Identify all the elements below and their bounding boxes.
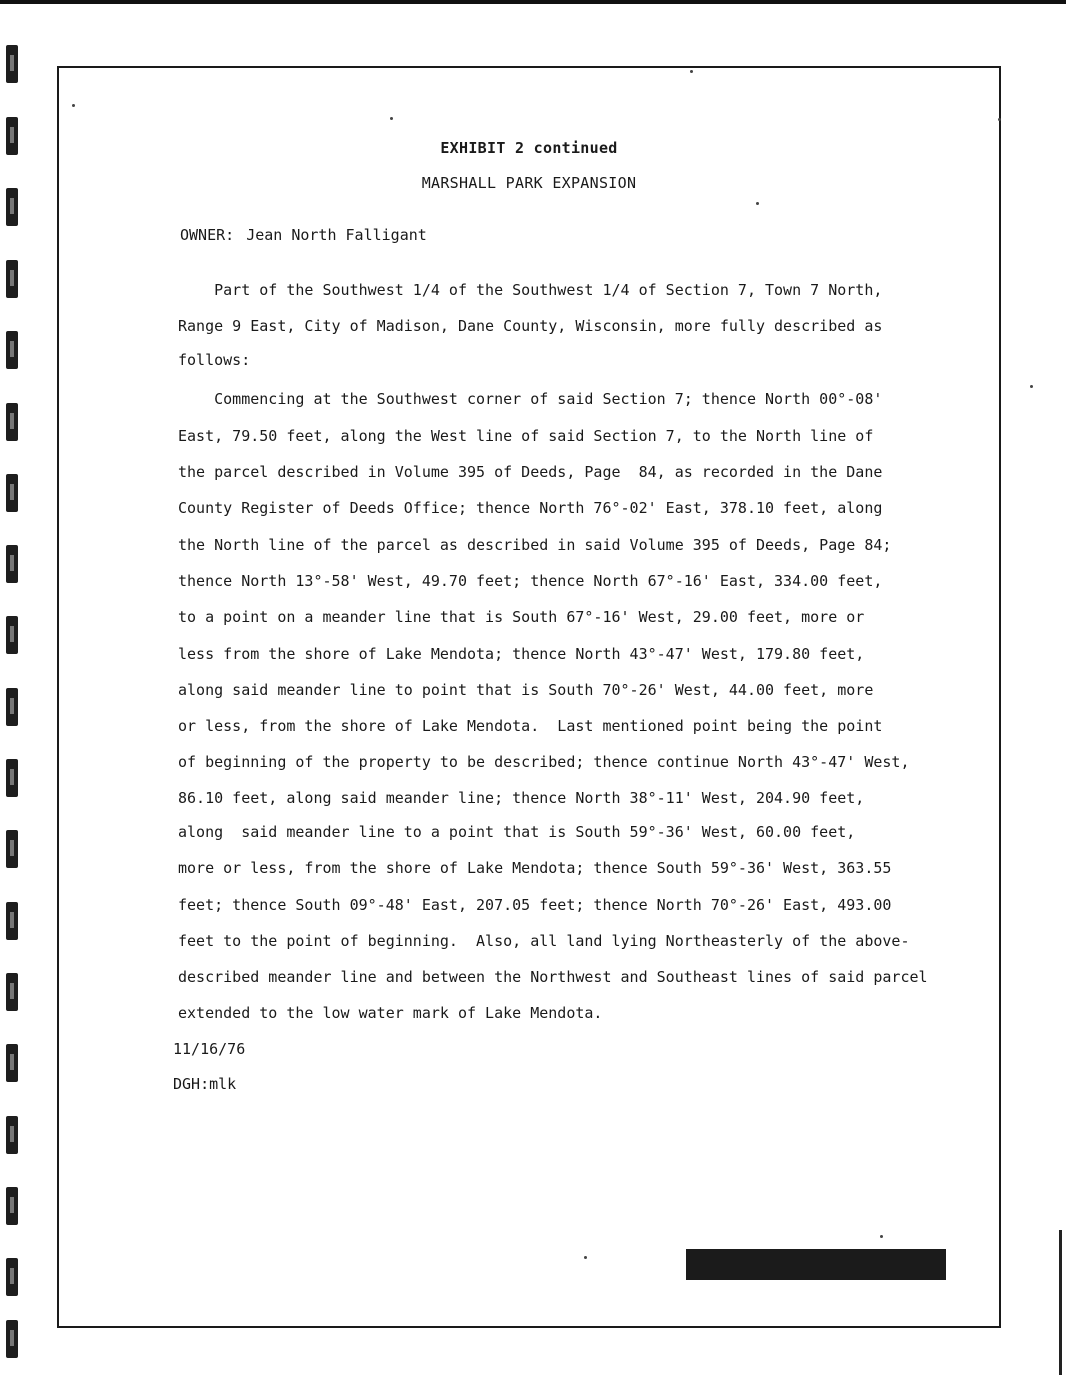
binder-hole [6,260,18,298]
binder-hole [6,759,18,797]
binder-hole [6,830,18,868]
binder-holes [4,40,26,1370]
binder-hole [6,902,18,940]
text-line: along said meander line to point that is South 70°-26' West, 44.00 feet, more [178,681,874,699]
binder-hole [6,1258,18,1296]
redaction-bar [686,1249,946,1280]
owner-line [180,226,427,244]
scan-speck [584,1256,587,1259]
binder-hole [6,403,18,441]
scan-speck [390,117,393,120]
owner-label: OWNER: [180,226,235,244]
binder-hole [6,616,18,654]
text-line: described meander line and between the Northwest and Southeast lines of said parcel [178,968,928,986]
scan-speck [756,202,759,205]
scan-speck [690,70,693,73]
page-right-edge [1059,1230,1062,1375]
scan-speck [1030,385,1033,388]
text-line: County Register of Deeds Office; thence North 76°-02' East, 378.10 feet, along [178,499,883,517]
text-line: Commencing at the Southwest corner of said Section 7; thence North 00°-08' [178,390,883,408]
text-line: thence North 13°-58' West, 49.70 feet; thence North 67°-16' East, 334.00 feet, [178,572,883,590]
binder-hole [6,331,18,369]
text-line: along said meander line to a point that is South 59°-36' West, 60.00 feet, [178,823,856,841]
binder-hole [6,1187,18,1225]
binder-hole [6,1116,18,1154]
text-line: the parcel described in Volume 395 of Deeds, Page 84, as recorded in the Dane [178,463,883,481]
text-line: feet; thence South 09°-48' East, 207.05 feet; thence North 70°-26' East, 493.00 [178,896,892,914]
text-line: Range 9 East, City of Madison, Dane County, Wisconsin, more fully described as [178,317,883,335]
binder-hole [6,973,18,1011]
text-line: 86.10 feet, along said meander line; thence North 38°-11' West, 204.90 feet, [178,789,865,807]
binder-hole [6,688,18,726]
page-top-edge [0,0,1066,4]
binder-hole [6,45,18,83]
scan-speck [998,118,1001,121]
text-line: Part of the Southwest 1/4 of the Southwest 1/4 of Section 7, Town 7 North, [178,281,883,299]
author-initials: DGH:mlk [173,1075,237,1093]
binder-hole [6,545,18,583]
binder-hole [6,1044,18,1082]
binder-hole [6,1320,18,1358]
exhibit-title: EXHIBIT 2 continued [440,139,618,157]
scan-speck [72,104,75,107]
binder-hole [6,188,18,226]
text-line: extended to the low water mark of Lake Mendota. [178,1004,603,1022]
text-line: of beginning of the property to be described; thence continue North 43°-47' West, [178,753,910,771]
text-line: follows: [178,351,251,369]
exhibit-subtitle: MARSHALL PARK EXPANSION [421,174,637,192]
text-line: less from the shore of Lake Mendota; thence North 43°-47' West, 179.80 feet, [178,645,865,663]
binder-hole [6,474,18,512]
text-line: East, 79.50 feet, along the West line of said Section 7, to the North line of [178,427,874,445]
owner-name: Jean North Falligant [246,226,427,244]
text-line: the North line of the parcel as described in said Volume 395 of Deeds, Page 84; [178,536,892,554]
text-line: to a point on a meander line that is South 67°-16' West, 29.00 feet, more or [178,608,865,626]
document-date: 11/16/76 [173,1040,246,1058]
text-line: feet to the point of beginning. Also, all land lying Northeasterly of the above- [178,932,910,950]
text-line: more or less, from the shore of Lake Mendota; thence South 59°-36' West, 363.55 [178,859,892,877]
text-line: or less, from the shore of Lake Mendota. Last mentioned point being the point [178,717,883,735]
scan-speck [880,1235,883,1238]
